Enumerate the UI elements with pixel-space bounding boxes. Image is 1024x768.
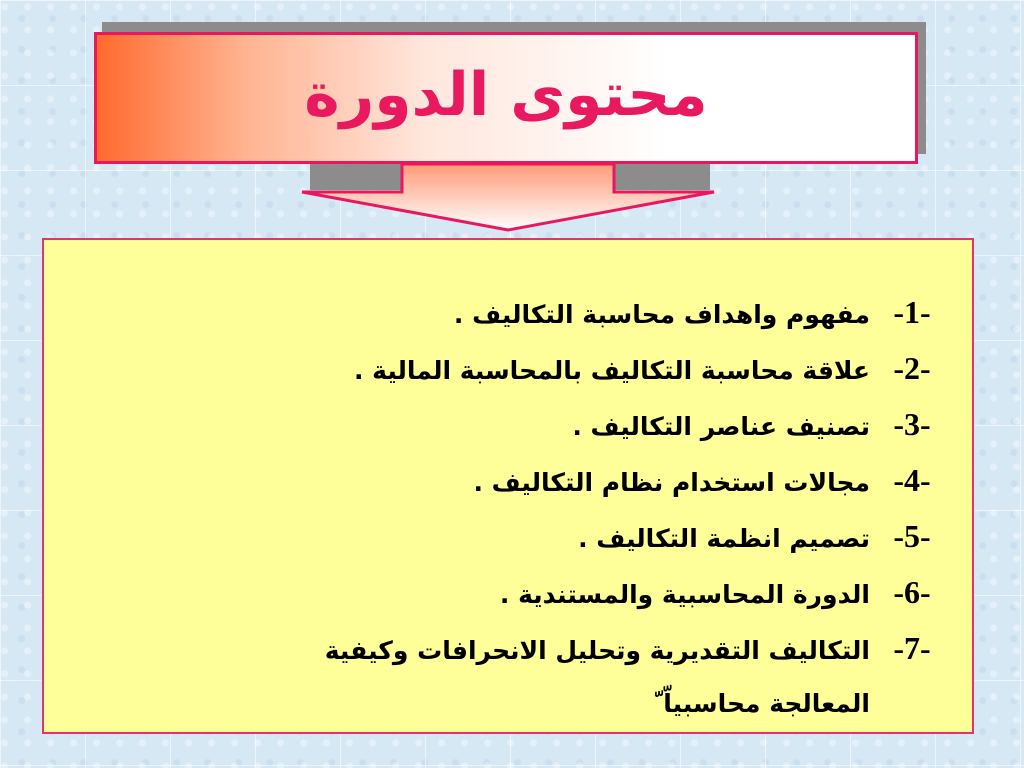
list-item-continuation <box>74 676 954 732</box>
item-text: علاقة محاسبة التكاليف بالمحاسبة المالية . <box>353 356 870 385</box>
list-item <box>74 564 954 620</box>
item-text: تصنيف عناصر التكاليف . <box>572 412 870 441</box>
item-number: -6- <box>893 574 931 610</box>
content-panel <box>42 238 974 734</box>
list-item <box>74 340 954 396</box>
item-text: تصميم انظمة التكاليف . <box>578 524 870 553</box>
item-text: التكاليف التقديرية وتحليل الانحرافات وكيفية <box>324 636 870 665</box>
item-text: الدورة المحاسبية والمستندية . <box>499 580 870 609</box>
list-item <box>74 620 954 676</box>
title-banner <box>94 32 918 164</box>
item-number: -5- <box>893 518 931 554</box>
page-title: محتوى الدورة <box>304 60 708 130</box>
item-number: -7- <box>893 630 931 666</box>
item-text: مجالات استخدام نظام التكاليف . <box>473 468 870 497</box>
item-number: -3- <box>893 406 931 442</box>
list-item <box>74 452 954 508</box>
list-item <box>74 396 954 452</box>
item-number: -1- <box>893 294 931 330</box>
list-item <box>74 508 954 564</box>
item-number: -2- <box>893 350 931 386</box>
item-text: المعالجة محاسبياّ ّ <box>654 689 870 718</box>
item-text: مفهوم واهداف محاسبة التكاليف . <box>453 300 870 329</box>
course-topic-list <box>74 284 954 732</box>
list-item <box>74 284 954 340</box>
item-number: -4- <box>893 462 931 498</box>
